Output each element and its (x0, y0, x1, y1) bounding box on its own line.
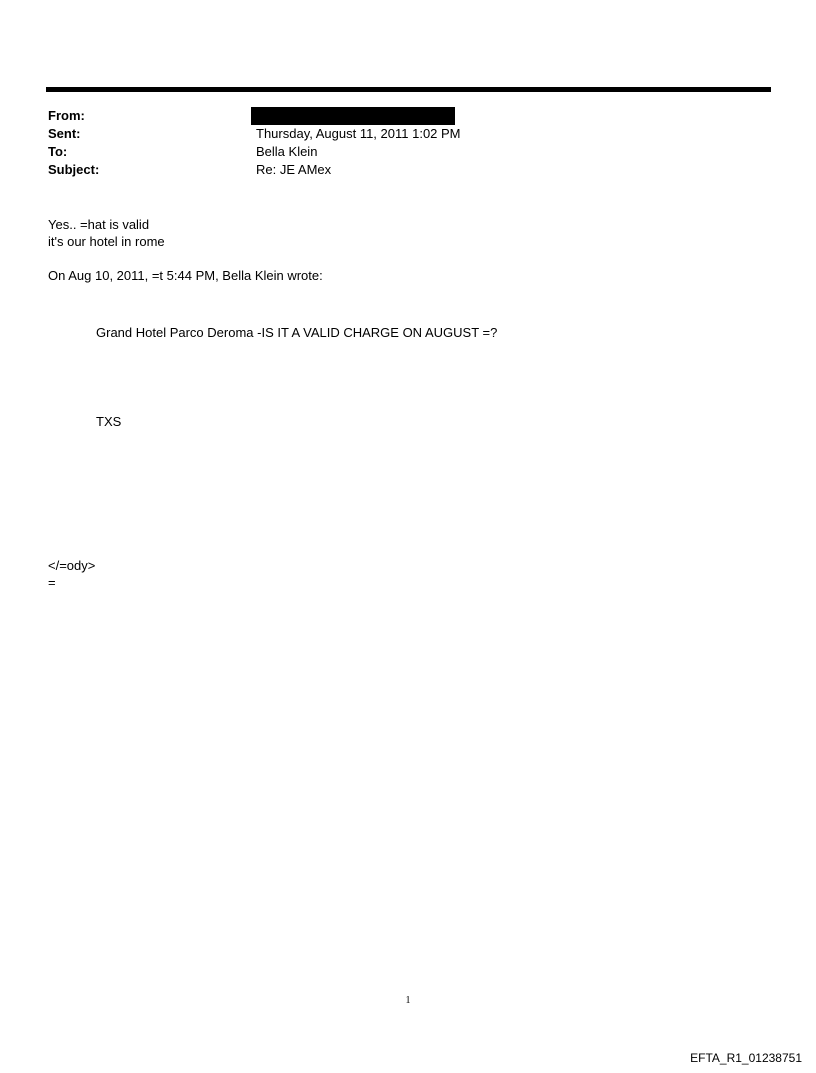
sent-value: Thursday, August 11, 2011 1:02 PM (256, 126, 461, 141)
subject-row (48, 161, 768, 179)
reply-attribution: On Aug 10, 2011, =t 5:44 PM, Bella Klein wrote: (48, 268, 323, 283)
from-redaction-block (251, 107, 455, 125)
quoted-line-2: TXS (96, 414, 122, 429)
document-id: EFTA_R1_01238751 (690, 1051, 802, 1065)
body-line-1: Yes.. =hat is valid (48, 217, 150, 232)
trailing-line-2: = (48, 575, 56, 590)
body-line-2: it's our hotel in rome (48, 234, 165, 249)
subject-label: Subject: (48, 162, 100, 177)
to-row (48, 143, 768, 161)
to-value: Bella Klein (256, 144, 318, 159)
quoted-line-1: Grand Hotel Parco Deroma -IS IT A VALID CHARGE ON AUGUST =? (96, 325, 498, 340)
sent-label: Sent: (48, 126, 81, 141)
page-number: 1 (405, 995, 411, 1006)
subject-value: Re: JE AMex (256, 162, 332, 177)
from-label: From: (48, 108, 85, 123)
trailing-line-1: </=ody> (48, 558, 96, 573)
sent-row (48, 125, 768, 143)
header-top-rule (46, 87, 771, 92)
to-label: To: (48, 144, 68, 159)
